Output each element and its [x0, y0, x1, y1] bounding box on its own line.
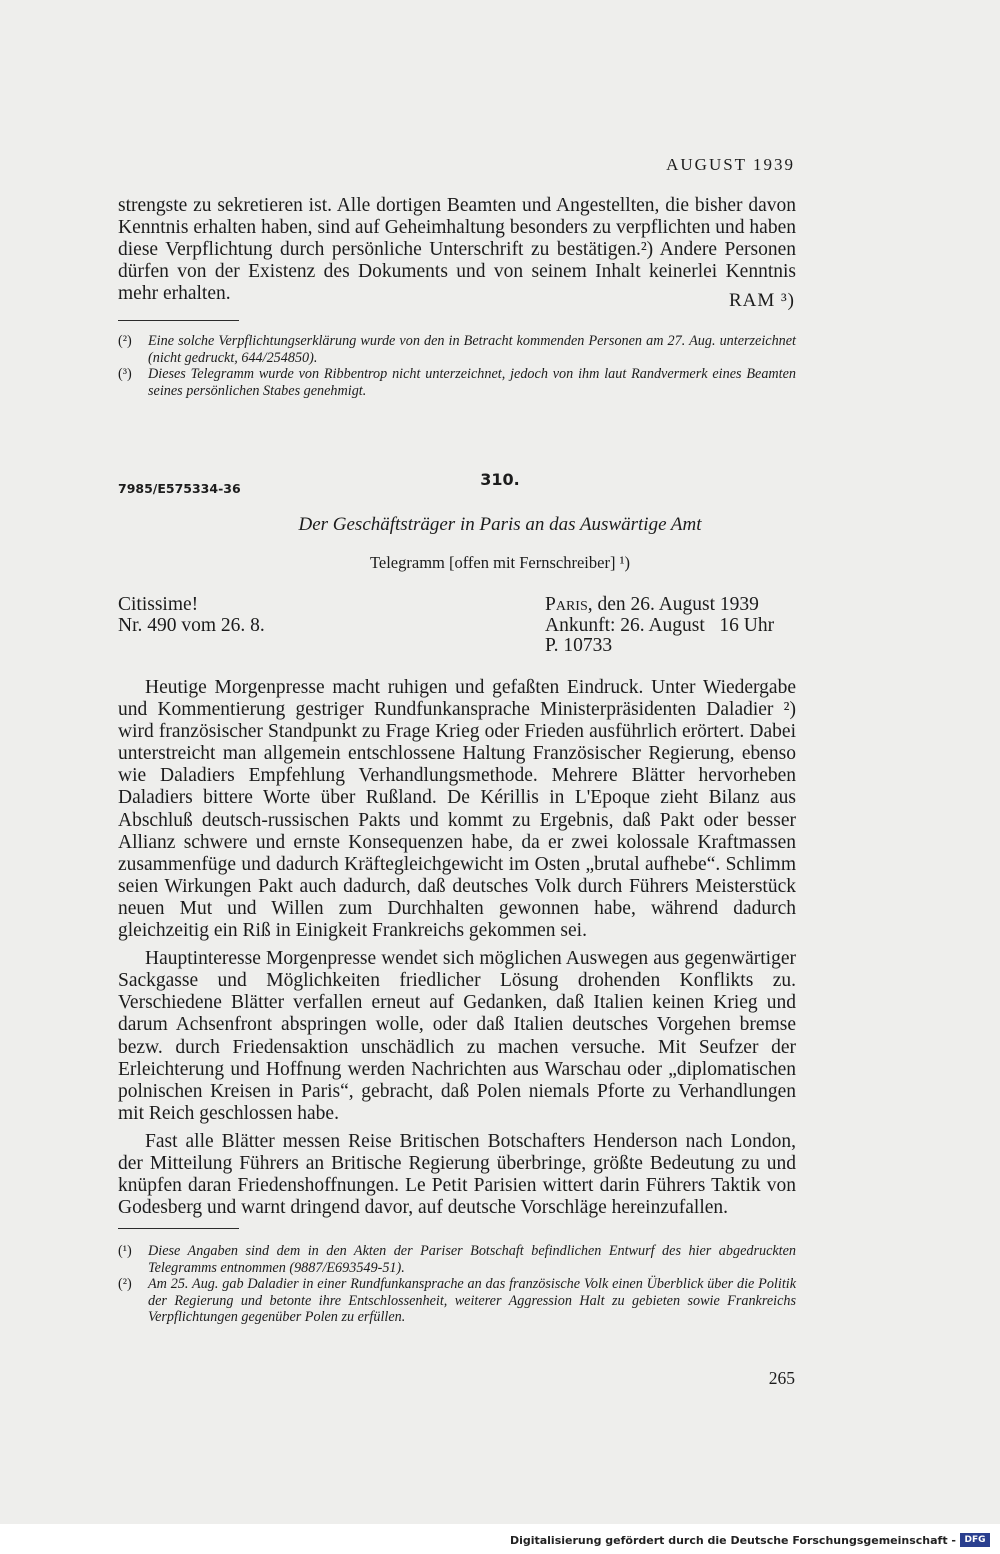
document-number: 310.	[480, 470, 520, 489]
meta-right	[545, 595, 774, 657]
message-number: Nr. 490 vom 26. 8.	[118, 614, 265, 636]
body-paragraph: Fast alle Blätter messen Reise Britischen Botschafters Henderson nach London, der Mitteilung Führers an Britische Regierung überbringe, größte Bedeutung zu und knüpfen daran Friedenshoffnungen. Le Petit Parisien wittert darin Führers Taktik von Godesberg und warnt dringend davor, auf deutsche Vorschläge hereinzufallen.	[118, 1130, 796, 1219]
priority-label: Citissime!	[118, 594, 199, 615]
digitization-footer	[0, 1524, 1000, 1554]
arrival: Ankunft: 26. August 16 Uhr	[545, 614, 775, 636]
footnote-mark: (³)	[118, 366, 132, 383]
footnote-text: Eine solche Verpflichtungserklärung wurde von den in Betracht kommenden Personen am 27. Aug. unterzeichnet (nicht gedruckt, 644/254850).	[148, 333, 796, 366]
footnote	[118, 366, 796, 399]
footnote	[118, 333, 796, 366]
signature: RAM ³)	[728, 290, 795, 311]
footnotes-bottom	[118, 1243, 796, 1326]
dfg-logo-icon: DFG	[960, 1533, 990, 1547]
continuation-paragraph: strengste zu sekretieren ist. Alle dortigen Beamten und Angestellten, die bisher davon Kenntnis erhalten haben, sind auf Geheimhaltung besonders zu verpflichten und haben diese Verpflichtung durch persönliche Unterschrift zu bestätigen.²) Andere Personen dürfen von der Existenz des Dokuments und von seinem Inhalt keinerlei Kenntnis mehr erhalten.	[118, 195, 796, 305]
footnote-divider-top	[118, 320, 239, 321]
document-body	[118, 677, 796, 1219]
document-title: Der Geschäftsträger in Paris an das Auswärtige Amt	[298, 514, 702, 535]
telegram-type: Telegramm [offen mit Fernschreiber] ¹)	[369, 553, 631, 572]
continuation-text	[118, 195, 796, 305]
page-number: 265	[768, 1368, 795, 1388]
footnote-mark: (²)	[118, 1276, 132, 1293]
file-reference: 7985/E575334-36	[118, 481, 241, 496]
running-header: AUGUST 1939	[666, 155, 795, 174]
footnote	[118, 1243, 796, 1276]
body-paragraph: Heutige Morgenpresse macht ruhigen und gefaßten Eindruck. Unter Wiedergabe und Kommentierung gestriger Rundfunkansprache Ministerpräsidenten Daladier ²) wird französischer Standpunkt zu Frage Krieg oder Frieden ausführlich erörtert. Dabei unterstreicht man allgemein entschlossene Haltung Französischer Regierung, ebenso wie Daladiers Empfehlung Verhandlungsmethode. Mehrere Blätter hervorheben Daladiers bittere Worte über Rußland. De Kérillis in L'Epoque zieht Bilanz aus Abschluß deutsch-russischen Pakts und kommt zu Ergebnis, daß Pakt oder besser Allianz schwere und ernste Konsequenzen habe, da er zwei kolossale Kraftmassen zusammenfüge und dadurch Kräftegleichgewicht im Osten „brutal aufhebe“. Schlimm seien Wirkungen Pakt auch dadurch, daß deutsches Volk durch Führers Meisterstück neuen Mut und Willen zum Durchhalten gewonnen habe, während dadurch gleichzeitig ein Riß in Einigkeit Frankreichs gekommen sei.	[118, 677, 796, 942]
footnote	[118, 1276, 796, 1326]
body-paragraph: Hauptinteresse Morgenpresse wendet sich möglichen Auswegen aus gegenwärtiger Sackgasse und Möglichkeiten friedlicher Lösung drohenden Konflikts zu. Verschiedene Blätter verfallen erneut auf Gedanken, daß Italien keinen Krieg und darum Achsenfront abspringen wolle, oder daß Italien deutsches Vorgehen bremse bezw. durch Friedensaktion unschädlich zu machen versuche. Mit Seufzer der Erleichterung und Hoffnung werden Nachrichten aus Warschau oder „diplomatischen polnischen Kreisen in Paris“, gebracht, daß Polen niemals Pforte zu Verhandlungen mit Reich geschlossen habe.	[118, 948, 796, 1124]
meta-left	[118, 595, 265, 636]
footnote-text: Diese Angaben sind dem in den Akten der Pariser Botschaft befindlichen Entwurf des hier abgedruckten Telegramms entnommen (9887/E693549-51).	[148, 1243, 796, 1276]
digitization-credit: Digitalisierung gefördert durch die Deutsche Forschungsgemeinschaft -	[509, 1534, 956, 1547]
place: Paris	[545, 594, 588, 615]
place-date	[545, 595, 774, 616]
footnote-mark: (¹)	[118, 1243, 132, 1259]
date-line: , den 26. August 1939	[587, 594, 759, 615]
footnote-text: Am 25. Aug. gab Daladier in einer Rundfunkansprache an das französische Volk einen Überblick über die Politik der Regierung und betonte ihre Entschlossenheit, weiterer Aggression Halt zu gebieten sowie Frankreichs Verpflichtungen gegenüber Polen zu erfüllen.	[148, 1276, 796, 1326]
footnote-divider-bottom	[118, 1228, 239, 1229]
p-number: P. 10733	[545, 635, 613, 656]
footnote-mark: (²)	[118, 333, 132, 349]
footnote-text: Dieses Telegramm wurde von Ribbentrop nicht unterzeichnet, jedoch von ihm laut Randvermerk eines Beamten seines persönlichen Stabes genehmigt.	[148, 366, 796, 399]
footnotes-top	[118, 333, 796, 399]
